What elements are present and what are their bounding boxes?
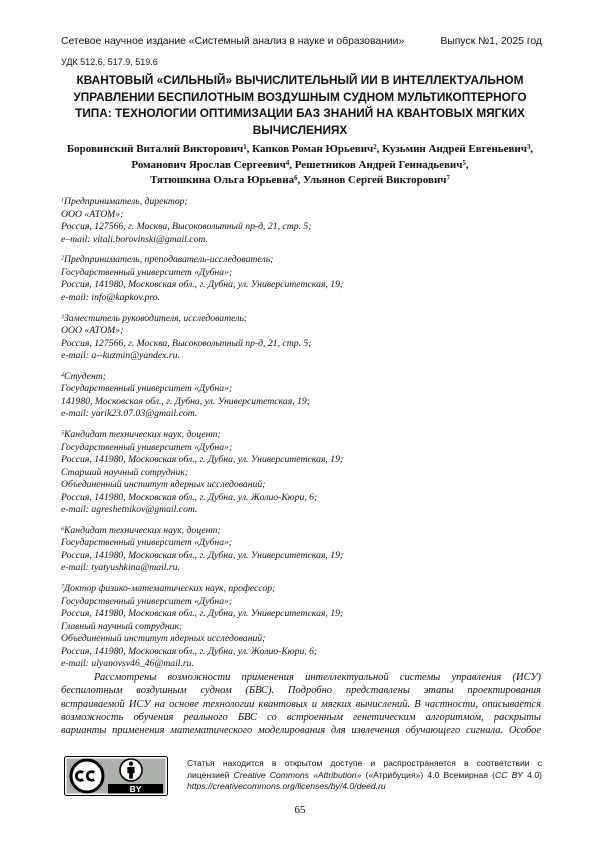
affiliation-position: Кандидат технических наук, доцент;	[64, 429, 221, 440]
license-line	[187, 781, 542, 793]
affiliation-line: Главный научный сотрудник;	[61, 621, 541, 634]
abstract-line: возможность обучения реального БВС со встроенным генетическим алгоритмом, раскрыты	[61, 711, 541, 724]
affiliation-line	[61, 525, 541, 538]
abstract-line: беспилотным воздушным судном (БВС). Подробно представлены этапы проектирования	[61, 684, 541, 697]
abstract-line: встраиваемой ИСУ на основе технологии квантовых и мягких вычислений. В частности, описывается	[61, 698, 541, 711]
author-name: Капков Роман Юрьевич	[252, 143, 373, 155]
author-name: Кузьмин Андрей Евгеньевич	[382, 143, 527, 155]
cc-by-license-badge[interactable]	[64, 756, 168, 796]
author-separator: ,	[247, 143, 250, 155]
affiliation-line: Россия, 127566, г. Москва, Высоковольтный пр-д, 21, стр. 5;	[61, 338, 541, 351]
badge-label: BY	[130, 784, 142, 794]
affiliation-list	[61, 196, 541, 671]
affiliation-line: 141980, Московская обл., г. Дубна, ул. Университетская, 19;	[61, 396, 541, 409]
affiliation-line: Государственный университет «Дубна»;	[61, 596, 541, 609]
journal-name: Сетевое научное издание «Системный анализ в науке и образовании»	[61, 35, 404, 49]
affiliation-line	[61, 254, 541, 267]
affiliation-line	[61, 429, 541, 442]
affiliation-line: Россия, 141980, Московская обл., г. Дубна, ул. Жолио-Кюри, 6;	[61, 492, 541, 505]
license-text: лицензией	[187, 770, 234, 780]
affiliation-6	[61, 525, 541, 575]
authors-line	[40, 158, 560, 174]
authors-line	[40, 173, 560, 189]
author-affiliation-number: 3	[527, 144, 530, 151]
affiliation-line: Россия, 141980, Московская обл., г. Дубна, ул. Университетская, 19;	[61, 454, 541, 467]
paper-title	[40, 72, 560, 138]
affiliation-position: Студент;	[64, 371, 106, 382]
affiliation-number: 5	[61, 430, 64, 436]
author	[295, 159, 466, 171]
affiliation-email: e-mail: yarik23.07.03@gmail.com.	[61, 408, 541, 421]
author-separator: ,	[466, 159, 469, 171]
affiliation-email: e-mail: tyatyushkina@mail.ru.	[61, 562, 541, 575]
license-notice	[187, 758, 542, 793]
affiliation-number: 3	[61, 314, 64, 320]
affiliation-number: 7	[61, 585, 64, 591]
author-separator: ,	[289, 159, 292, 171]
author-affiliation-number: 5	[462, 159, 465, 166]
affiliation-1	[61, 196, 541, 246]
author-list	[40, 142, 560, 189]
affiliation-line	[61, 371, 541, 384]
affiliation-line: ООО «АТОМ»;	[61, 209, 541, 222]
license-text: 4.0)	[523, 770, 542, 780]
affiliation-line: Старший научный сотрудник;	[61, 467, 541, 480]
affiliation-position: Доктор физико-математических наук, профессор;	[64, 583, 275, 594]
affiliation-number: 1	[61, 197, 64, 203]
author	[131, 159, 289, 171]
affiliation-number: 2	[61, 256, 64, 262]
abstract	[61, 671, 541, 737]
author-affiliation-number: 1	[243, 144, 246, 151]
title-line: ВЫЧИСЛЕНИЯХ	[40, 122, 560, 139]
author-separator: ,	[297, 174, 300, 186]
affiliation-line: Объединенный институт ядерных исследований;	[61, 479, 541, 492]
affiliation-line	[61, 583, 541, 596]
author	[252, 143, 376, 155]
affiliation-number: 4	[61, 372, 64, 378]
title-line: УПРАВЛЕНИИ БЕСПИЛОТНЫМ ВОЗДУШНЫМ СУДНОМ МУЛЬТИКОПТЕРНОГО	[40, 89, 560, 106]
affiliation-7	[61, 583, 541, 671]
affiliation-email: e–mail: vitali.borovinski@gmail.com.	[61, 234, 541, 247]
affiliation-email: e-mail: info@kapkov.pro.	[61, 292, 541, 305]
affiliation-line	[61, 196, 541, 209]
abstract-line: варианты применения математического моделирования для извлечения обучающего сигнала. Особое	[61, 724, 541, 737]
author-name: Романович Ярослав Сергеевич	[131, 159, 285, 171]
license-url-link[interactable]: https://creativecommons.org/licenses/by/4.0/deed.ru	[187, 781, 386, 791]
author-separator: ,	[377, 143, 380, 155]
author-affiliation-number: 2	[373, 144, 376, 151]
page-number: 65	[0, 803, 600, 817]
author-affiliation-number: 7	[447, 175, 450, 182]
title-line: КВАНТОВЫЙ «СИЛЬНЫЙ» ВЫЧИСЛИТЕЛЬНЫЙ ИИ В ИНТЕЛЛЕКТУАЛЬНОМ	[40, 72, 560, 89]
affiliation-5	[61, 429, 541, 517]
license-line	[187, 770, 542, 782]
affiliation-line: Государственный университет «Дубна»;	[61, 383, 541, 396]
title-line: ТИПА: ТЕХНОЛОГИИ ОПТИМИЗАЦИИ БАЗ ЗНАНИЙ НА КВАНТОВЫХ МЯГКИХ	[40, 105, 560, 122]
author	[303, 174, 450, 186]
affiliation-2	[61, 254, 541, 304]
affiliation-line	[61, 313, 541, 326]
license-text: («Атрибуция») 4.0 Всемирная (	[361, 770, 495, 780]
author	[150, 174, 297, 186]
affiliation-line: Государственный университет «Дубна»;	[61, 537, 541, 550]
affiliation-number: 6	[61, 526, 64, 532]
authors-line	[40, 142, 560, 158]
author-affiliation-number: 4	[286, 159, 289, 166]
license-line: Статья находится в открытом доступе и распространяется в соответствии с	[187, 758, 542, 770]
author-name: Решетников Андрей Геннадьевич	[295, 159, 463, 171]
cc-logo-icon	[71, 760, 103, 792]
affiliation-position: Предприниматель, директор;	[64, 196, 188, 207]
affiliation-line: ООО «АТОМ»;	[61, 325, 541, 338]
affiliation-line: Россия, 141980, Московская обл., г. Дубна, ул. Университетская, 19;	[61, 608, 541, 621]
author-name: Ульянов Сергей Викторович	[303, 174, 447, 186]
affiliation-line: Объединенный институт ядерных исследований;	[61, 633, 541, 646]
license-name: Creative Commons «Attribution»	[234, 770, 362, 780]
affiliation-line: Государственный университет «Дубна»;	[61, 442, 541, 455]
author-name: Боровинский Виталий Викторович	[67, 143, 243, 155]
affiliation-4	[61, 371, 541, 421]
affiliation-email: e-mail: agreshetnikov@gmail.com.	[61, 504, 541, 517]
affiliation-line: Россия, 141980, Московская обл., г. Дубна, ул. Жолио-Кюри, 6;	[61, 646, 541, 659]
udc-code: УДК 512.6, 517.9, 519.6	[61, 56, 158, 68]
author	[382, 143, 530, 155]
author-separator: ,	[530, 143, 533, 155]
issue-number: Выпуск №1, 2025 год	[440, 35, 542, 49]
author	[67, 143, 247, 155]
affiliation-position: Предприниматель, преподаватель-исследователь;	[64, 254, 273, 265]
affiliation-position: Кандидат технических наук, доцент;	[64, 525, 221, 536]
affiliation-position: Заместитель руководителя, исследователь;	[64, 313, 247, 324]
author-affiliation-number: 6	[294, 175, 297, 182]
affiliation-line: Россия, 141980, Московская обл., г. Дубна, ул. Университетская, 19;	[61, 279, 541, 292]
author-name: Тятюшкина Ольга Юрьевна	[150, 174, 294, 186]
license-abbreviation: CC BY	[495, 770, 523, 780]
affiliation-email: e-mail: ulyanovsv46_46@mail.ru.	[61, 658, 541, 671]
affiliation-line: Государственный университет «Дубна»;	[61, 267, 541, 280]
abstract-line: Рассмотрены возможности применения интеллектуальной системы управления (ИСУ)	[61, 671, 541, 684]
affiliation-line: Россия, 141980, Московская обл., г. Дубна, ул. Университетская, 19;	[61, 550, 541, 563]
attribution-person-icon	[120, 759, 142, 781]
affiliation-email: e-mail: a--kuzmin@yandex.ru.	[61, 350, 541, 363]
affiliation-line: Россия, 127566, г. Москва, Высоковольтный пр-д, 21, стр. 5;	[61, 221, 541, 234]
affiliation-3	[61, 313, 541, 363]
